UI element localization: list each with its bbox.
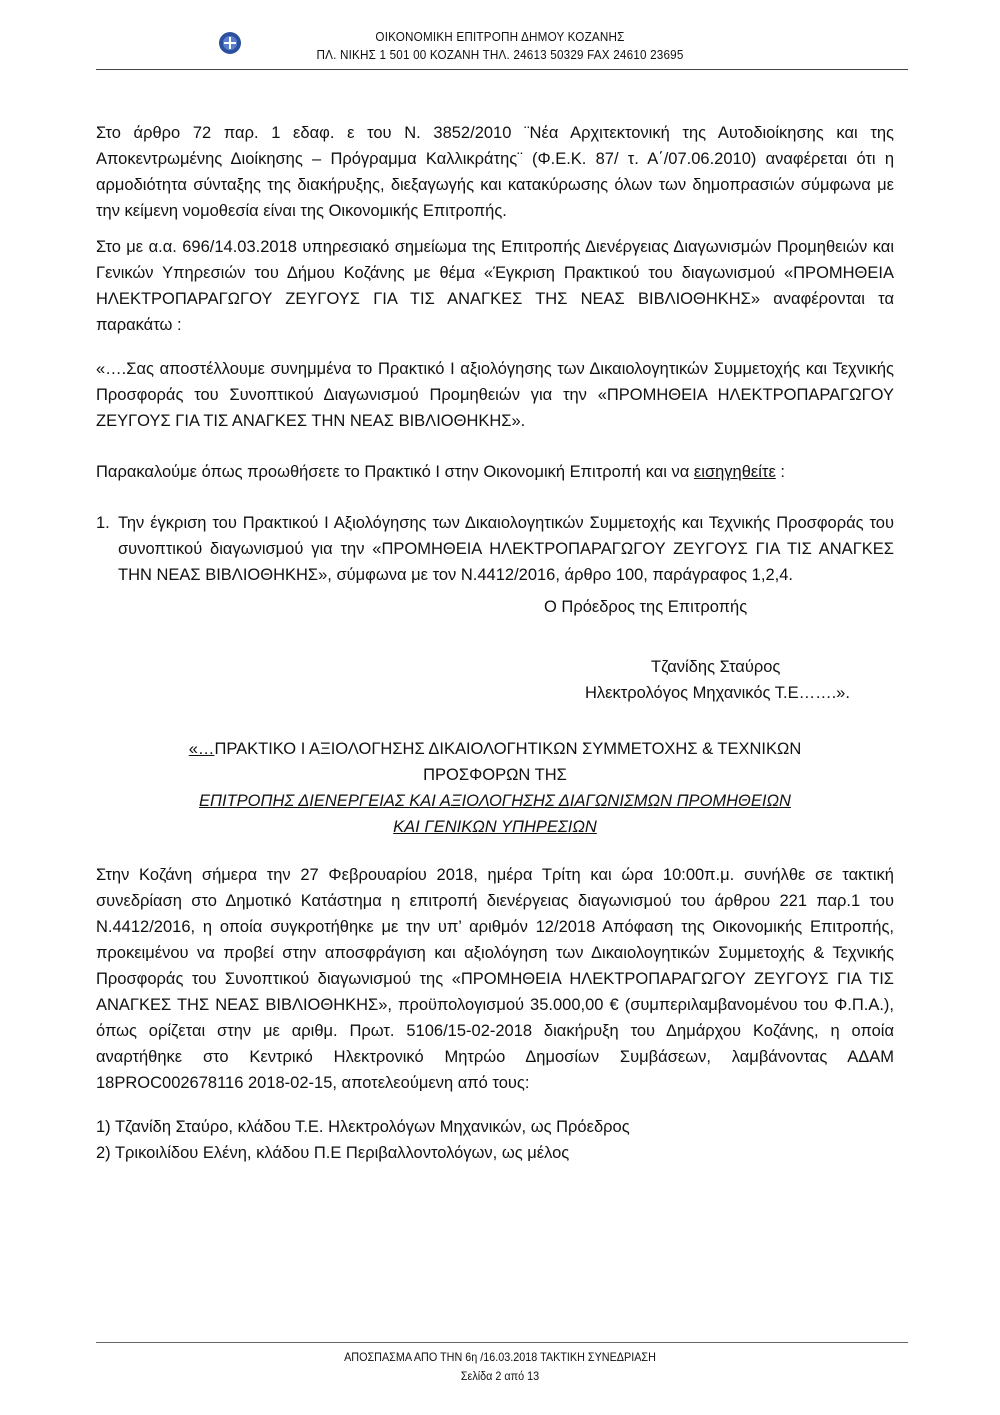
paragraph-law-reference: Στο άρθρο 72 παρ. 1 εδαφ. ε του Ν. 3852/2010 ¨Νέα Αρχιτεκτονική της Αυτοδιοίκησης και της Αποκεντρωμένης Διοίκησης – Πρόγραμμα Καλλικράτης¨ (Φ.Ε.Κ. 87/ τ. Α΄/07.06.2010) αναφέρεται ότι η αρμοδιότητα σύνταξης της διακήρυξης, διεξαγωγής και κατακύρωσης όλων των δημοπρασιών σύμφωνα με την κείμενη νομοθεσία είναι της Οικονομικής Επιτροπής. [96,124,894,220]
signature-name: Τζανίδης Σταύρος [651,658,781,676]
footer-session: ΑΠΟΣΠΑΣΜΑ ΑΠΟ ΤΗΝ 6η /16.03.2018 ΤΑΚΤΙΚΗ ΣΥΝΕΔΡΙΑΣΗ [344,1350,656,1364]
paragraph-memo-reference: Στο με α.α. 696/14.03.2018 υπηρεσιακό σημείωμα της Επιτροπής Διενέργειας Διαγωνισμών Προμηθειών και Γενικών Υπηρεσιών του Δήμου Κοζάνης με θέμα «Έγκριση Πρακτικού του διαγωνισμού «ΠΡΟΜΗΘΕΙΑ ΗΛΕΚΤΡΟΠΑΡΑΓΩΓΟΥ ΖΕΥΓΟΥΣ ΓΙΑ ΤΙΣ ΑΝΑΓΚΕΣ ΤΗΣ ΝΕΑΣ ΒΙΒΛΙΟΘΗΚΗΣ» αναφέρονται τα παρακάτω : [96,238,894,334]
letterhead-title: ΟΙΚΟΝΟΜΙΚΗ ΕΠΙΤΡΟΠΗ ΔΗΜΟΥ ΚΟΖΑΝΗΣ [375,29,625,44]
title-line-2: ΠΡΟΣΦΟΡΩΝ ΤΗΣ [423,766,567,784]
paragraph-request [96,459,894,485]
footer-divider [96,1342,908,1343]
document-body [96,120,894,1166]
title-line-3: ΕΠΙΤΡΟΠΗΣ ΔΙΕΝΕΡΓΕΙΑΣ ΚΑΙ ΑΞΙΟΛΟΓΗΣΗΣ ΔΙΑΓΩΝΙΣΜΩΝ ΠΡΟΜΗΘΕΙΩΝ [199,792,791,810]
request-suffix: : [775,463,785,481]
page-footer [50,1348,950,1386]
committee-member: 1) Τζανίδη Σταύρο, κλάδου Τ.Ε. Ηλεκτρολόγων Μηχανικών, ως Πρόεδρος [96,1118,630,1136]
numbered-list [96,510,894,588]
header-divider [96,69,908,70]
committee-member: 2) Τρικοιλίδου Ελένη, κλάδου Π.Ε Περιβαλλοντολόγων, ως μέλος [96,1144,570,1162]
title-line-4: ΚΑΙ ΓΕΝΙΚΩΝ ΥΠΗΡΕΣΙΩΝ [393,818,597,836]
letterhead [0,28,1000,64]
signature-role: Ο Πρόεδρος της Επιτροπής [544,598,748,616]
request-text: Παρακαλούμε όπως προωθήσετε το Πρακτικό Ι στην Οικονομική Επιτροπή και να [96,463,694,481]
request-underlined-word: εισηγηθείτε [693,463,776,481]
paragraph-quoted-letter: «….Σας αποστέλλουμε συνημμένα το Πρακτικό Ι αξιολόγησης των Δικαιολογητικών Συμμετοχής και Τεχνικής Προσφοράς του Συνοπτικού Διαγωνισμού Προμηθειών για την «ΠΡΟΜΗΘΕΙΑ ΗΛΕΚΤΡΟΠΑΡΑΓΩΓΟΥ ΖΕΥΓΟΥΣ ΓΙΑ ΤΙΣ ΑΝΑΓΚΕΣ ΤΗΝ ΝΕΑΣ ΒΙΒΛΙΟΘΗΚΗΣ». [96,360,894,430]
minutes-title [96,736,894,840]
committee-members-list [96,1114,894,1166]
title-line-1: ΠΡΑΚΤΙΚΟ Ι ΑΞΙΟΛΟΓΗΣΗΣ ΔΙΚΑΙΟΛΟΓΗΤΙΚΩΝ ΣΥΜΜΕΤΟΧΗΣ & ΤΕΧΝΙΚΩΝ [214,740,802,758]
page-number: Σελίδα 2 από 13 [460,1369,540,1383]
title-quote-mark: «… [188,740,215,758]
list-item: Την έγκριση του Πρακτικού Ι Αξιολόγησης των Δικαιολογητικών Συμμετοχής και Τεχνικής Προσφοράς του συνοπτικού διαγωνισμού για την «ΠΡΟΜΗΘΕΙΑ ΗΛΕΚΤΡΟΠΑΡΑΓΩΓΟΥ ΖΕΥΓΟΥΣ ΓΙΑ ΤΙΣ ΑΝΑΓΚΕΣ ΤΗΝ ΝΕΑΣ ΒΙΒΛΙΟΘΗΚΗΣ», σύμφωνα με τον Ν.4412/2016, άρθρο 100, παράγραφος 1,2,4. [118,514,894,584]
signature-title: Ηλεκτρολόγος Μηχανικός Τ.Ε…….». [585,684,850,702]
paragraph-meeting-details: Στην Κοζάνη σήμερα την 27 Φεβρουαρίου 2018, ημέρα Τρίτη και ώρα 10:00π.μ. συνήλθε σε τακτική συνεδρίαση στο Δημοτικό Κατάστημα η επιτροπή διενέργειας διαγωνισμού του άρθρου 221 παρ.1 του Ν.4412/2016, η οποία συγκροτήθηκε με την υπ’ αριθμόν 12/2018 Απόφαση της Οικονομικής Επιτροπής, προκειμένου να προβεί στην αποσφράγιση και αξιολόγηση των Δικαιολογητικών Συμμετοχής & Τεχνικής Προσφοράς του Συνοπτικού διαγωνισμού της «ΠΡΟΜΗΘΕΙΑ ΗΛΕΚΤΡΟΠΑΡΑΓΩΓΟΥ ΖΕΥΓΟΥΣ ΓΙΑ ΤΙΣ ΑΝΑΓΚΕΣ ΤΗΣ ΝΕΑΣ ΒΙΒΛΙΟΘΗΚΗΣ», προϋπολογισμού 35.000,00 € (συμπεριλαμβανομένου του Φ.Π.Α.), όπως ορίζεται στην με αριθμ. Πρωτ. 5106/15-02-2018 διακήρυξη του Δημάρχου Κοζάνης, η οποία αναρτήθηκε στο Κεντρικό Ηλεκτρονικό Μητρώο Δημοσίων Συμβάσεων, λαμβάνοντας ΑΔΑΜ 18PROC002678116 2018-02-15, αποτελεούμενη από τους: [96,866,894,1092]
letterhead-address: ΠΛ. ΝΙΚΗΣ 1 501 00 ΚΟΖΑΝΗ ΤΗΛ. 24613 50329 FAX 24610 23695 [316,47,684,62]
list-item-number: 1. [96,514,110,532]
